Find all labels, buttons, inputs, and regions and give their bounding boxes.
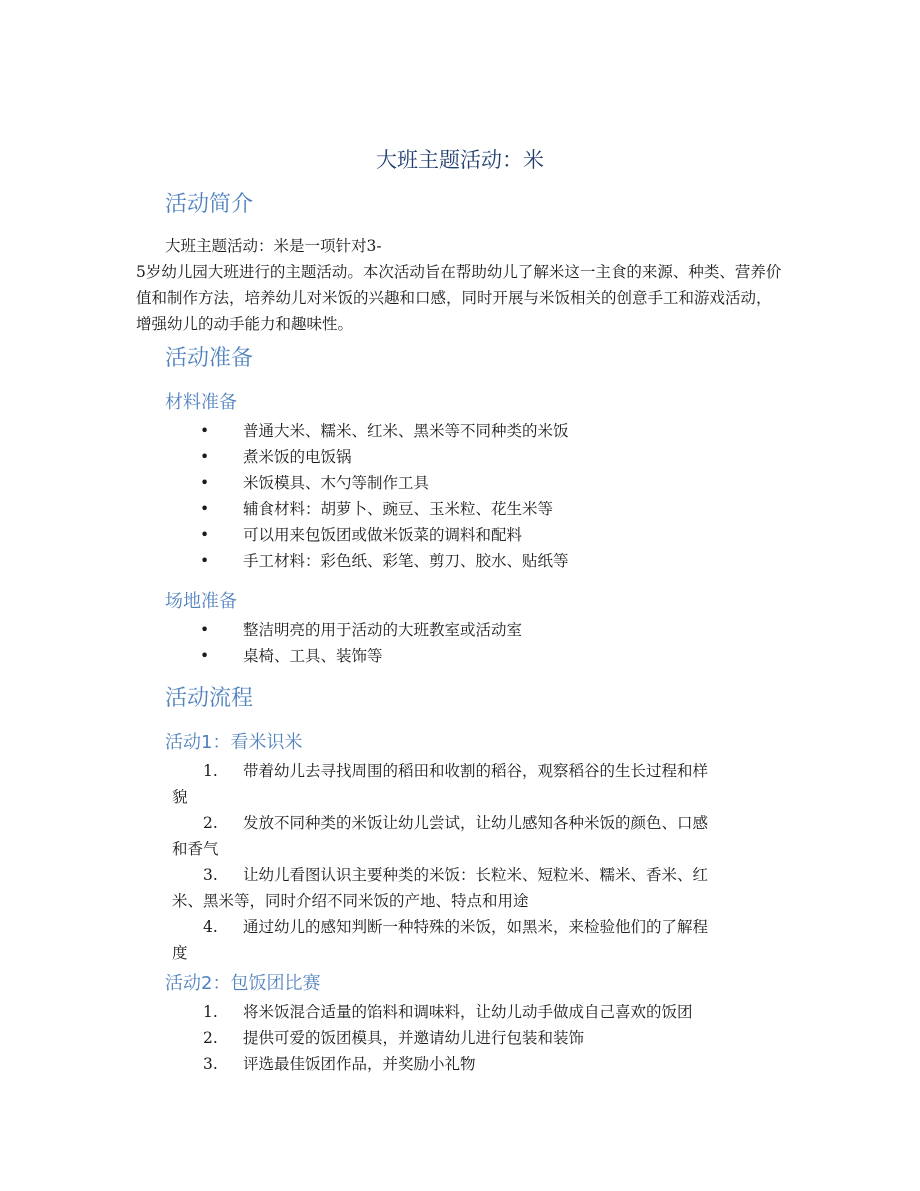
list-item bbox=[136, 999, 786, 1025]
section-heading-prep: 活动准备 bbox=[165, 346, 254, 371]
item-text: 通过幼儿的感知判断一种特殊的米饭，如黑米，来检验他们的了解程 bbox=[243, 918, 709, 936]
item-text: 将米饭混合适量的馅料和调味料，让幼儿动手做成自己喜欢的饭团 bbox=[243, 1003, 693, 1021]
bullet-marker: • bbox=[200, 647, 210, 665]
item-number: 2. bbox=[203, 814, 218, 832]
item-text: 评选最佳饭团作品，并奖励小礼物 bbox=[243, 1055, 476, 1073]
activity1-list bbox=[136, 758, 786, 966]
intro-paragraph-rest: 5岁幼儿园大班进行的主题活动。本次活动旨在帮助幼儿了解米这一主食的来源、种类、营养价值和制作方法，培养幼儿对米饭的兴趣和口感，同时开展与米饭相关的创意手工和游戏活动，增强幼儿的动手能力和趣味性。 bbox=[136, 263, 782, 333]
item-text-continued: 和香气 bbox=[172, 840, 219, 858]
item-number: 2. bbox=[203, 1029, 218, 1047]
list-item-text: 米饭模具、木勺等制作工具 bbox=[243, 474, 430, 492]
list-item bbox=[136, 548, 786, 574]
list-item bbox=[136, 470, 786, 496]
item-text: 带着幼儿去寻找周围的稻田和收割的稻谷，观察稻谷的生长过程和样 bbox=[243, 762, 709, 780]
bullet-marker: • bbox=[200, 621, 210, 639]
list-item bbox=[136, 617, 786, 643]
bullet-marker: • bbox=[200, 474, 210, 492]
list-item-text: 普通大米、糯米、红米、黑米等不同种类的米饭 bbox=[243, 422, 569, 440]
intro-text-line1: 大班主题活动：米是一项针对3- bbox=[165, 237, 382, 255]
bullet-marker: • bbox=[200, 500, 210, 518]
list-item bbox=[136, 810, 786, 862]
bullet-marker: • bbox=[200, 552, 210, 570]
subheading-venue: 场地准备 bbox=[165, 591, 237, 612]
materials-list bbox=[136, 418, 786, 574]
list-item bbox=[136, 758, 786, 810]
subheading-materials: 材料准备 bbox=[165, 392, 237, 413]
list-item bbox=[136, 862, 786, 914]
section-heading-intro: 活动简介 bbox=[165, 192, 254, 217]
item-text-continued: 度 bbox=[172, 944, 188, 962]
item-text: 提供可爱的饭团模具，并邀请幼儿进行包装和装饰 bbox=[243, 1029, 585, 1047]
item-text: 让幼儿看图认识主要种类的米饭：长粒米、短粒米、糯米、香米、红 bbox=[243, 866, 709, 884]
list-item-text: 整洁明亮的用于活动的大班教室或活动室 bbox=[243, 621, 523, 639]
section-heading-process: 活动流程 bbox=[165, 686, 254, 711]
bullet-marker: • bbox=[200, 448, 210, 466]
list-item-text: 可以用来包饭团或做米饭菜的调料和配料 bbox=[243, 526, 523, 544]
list-item bbox=[136, 1051, 786, 1077]
item-number: 4. bbox=[203, 918, 218, 936]
activity2-list bbox=[136, 999, 786, 1077]
bullet-marker: • bbox=[200, 526, 210, 544]
list-item-text: 桌椅、工具、装饰等 bbox=[243, 647, 383, 665]
bullet-marker: • bbox=[200, 422, 210, 440]
list-item-text: 辅食材料：胡萝卜、豌豆、玉米粒、花生米等 bbox=[243, 500, 554, 518]
item-number: 3. bbox=[203, 866, 218, 884]
list-item bbox=[136, 643, 786, 669]
intro-paragraph bbox=[136, 233, 786, 259]
list-item-text: 煮米饭的电饭锅 bbox=[243, 448, 352, 466]
list-item bbox=[136, 496, 786, 522]
list-item bbox=[136, 418, 786, 444]
item-text-continued: 貌 bbox=[172, 788, 188, 806]
list-item bbox=[136, 444, 786, 470]
subheading-activity2: 活动2：包饭团比赛 bbox=[165, 973, 321, 994]
list-item bbox=[136, 914, 786, 966]
subheading-activity1: 活动1：看米识米 bbox=[165, 732, 303, 753]
item-number: 1. bbox=[203, 762, 218, 780]
venue-list bbox=[136, 617, 786, 669]
list-item bbox=[136, 522, 786, 548]
list-item-text: 手工材料：彩色纸、彩笔、剪刀、胶水、贴纸等 bbox=[243, 552, 569, 570]
item-text: 发放不同种类的米饭让幼儿尝试，让幼儿感知各种米饭的颜色、口感 bbox=[243, 814, 709, 832]
item-text-continued: 米、黑米等，同时介绍不同米饭的产地、特点和用途 bbox=[172, 892, 529, 910]
document-title: 大班主题活动：米 bbox=[376, 148, 544, 172]
item-number: 3. bbox=[203, 1055, 218, 1073]
list-item bbox=[136, 1025, 786, 1051]
item-number: 1. bbox=[203, 1003, 218, 1021]
